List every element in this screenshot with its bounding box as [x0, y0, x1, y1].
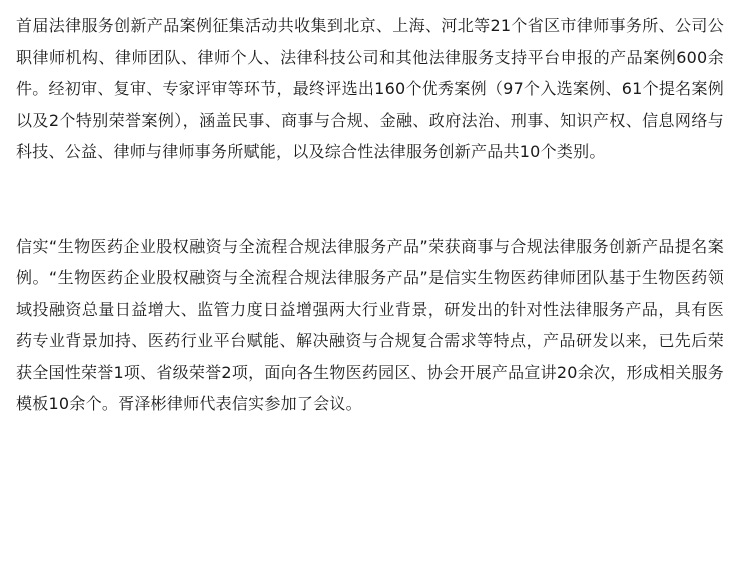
article-body: [16, 10, 724, 420]
paragraph-activity-summary: 首届法律服务创新产品案例征集活动共收集到北京、上海、河北等21个省区市律师事务所、公司公职律师机构、律师团队、律师个人、法律科技公司和其他法律服务支持平台申报的产品案例600余件。经初审、复审、专家评审等环节，最终评选出160个优秀案例（97个入选案例、61个提名案例以及2个特别荣誉案例），涵盖民事、商事与合规、金融、政府法治、刑事、知识产权、信息网络与科技、公益、律师与律师事务所赋能，以及综合性法律服务创新产品共10个类别。: [16, 16, 724, 161]
paragraph-xinshi-award: 信实“生物医药企业股权融资与全流程合规法律服务产品”荣获商事与合规法律服务创新产品提名案例。“生物医药企业股权融资与全流程合规法律服务产品”是信实生物医药律师团队基于生物医药领域投融资总量日益增大、监管力度日益增强两大行业背景，研发出的针对性法律服务产品，具有医药专业背景加持、医药行业平台赋能、解决融资与合规复合需求等特点，产品研发以来，已先后荣获全国性荣誉1项、省级荣誉2项，面向各生物医药园区、协会开展产品宣讲20余次，形成相关服务模板10余个。胥泽彬律师代表信实参加了会议。: [16, 236, 724, 413]
